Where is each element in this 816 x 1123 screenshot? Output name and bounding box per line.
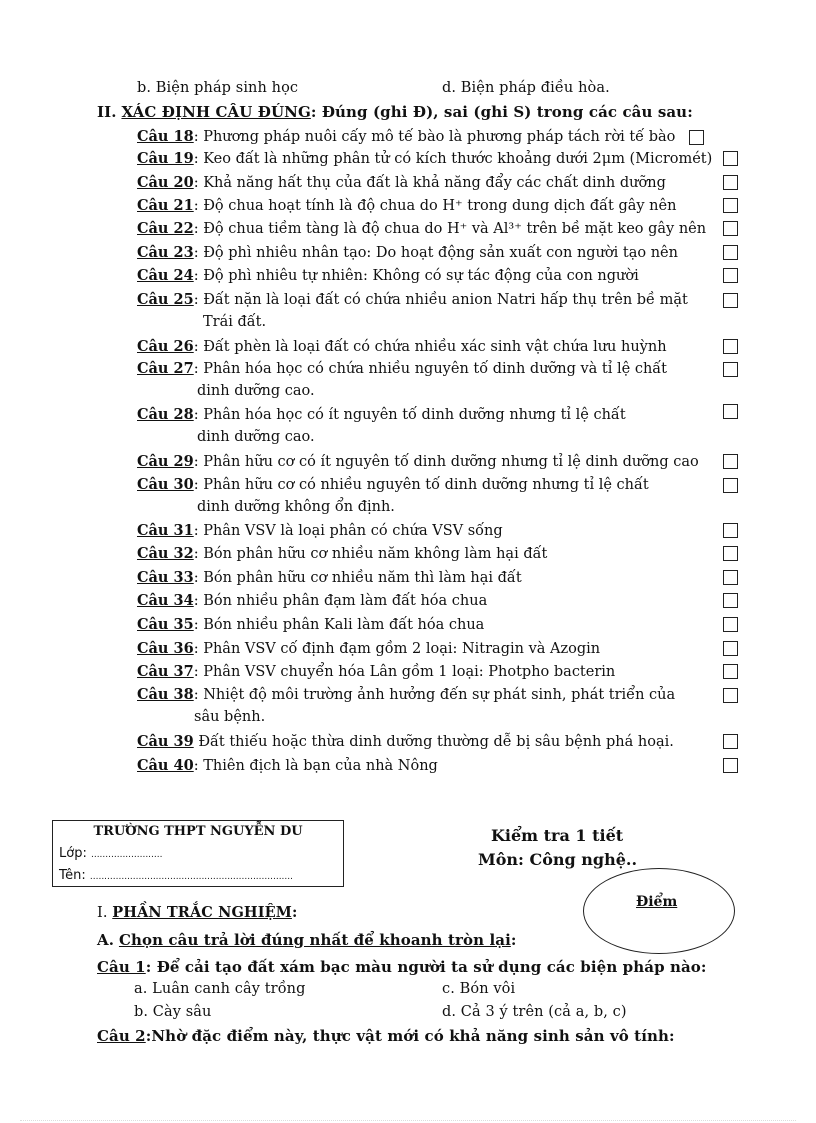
question-row — [137, 592, 487, 609]
question-text: : Độ phì nhiêu nhân tạo: Do hoạt động sản xuất con người tạo nên — [193, 245, 678, 261]
question-text: : Độ phì nhiêu tự nhiên: Không có sự tác động của con người — [193, 268, 639, 284]
question-row — [137, 244, 678, 261]
question-number: Câu 35 — [137, 616, 194, 633]
part-1-suffix: : — [291, 904, 298, 921]
question-number: Câu 32 — [137, 545, 194, 562]
answer-checkbox[interactable] — [723, 245, 738, 260]
answer-checkbox[interactable] — [723, 478, 738, 493]
page-bottom-rule — [20, 1120, 796, 1121]
question-row — [137, 545, 547, 562]
question-text: : Phân VSV cố định đạm gồm 2 loại: Nitragin và Azogin — [193, 641, 601, 657]
question-number: Câu 26 — [137, 338, 194, 355]
q1-option-c: c. Bón vôi — [442, 981, 516, 997]
section-2-roman: II. — [97, 103, 117, 121]
question-2-text: :Nhờ đặc điểm này, thực vật mới có khả năng sinh sản vô tính: — [145, 1027, 675, 1045]
question-row — [137, 476, 649, 493]
question-row — [137, 569, 522, 586]
question-number: Câu 19 — [137, 150, 194, 167]
answer-checkbox[interactable] — [723, 198, 738, 213]
question-row — [137, 733, 674, 750]
answer-checkbox[interactable] — [723, 688, 738, 703]
question-number: Câu 39 — [137, 733, 194, 750]
class-dots: ......................... — [90, 850, 163, 860]
question-text: : Bón phân hữu cơ nhiều năm không làm hại đất — [193, 546, 548, 562]
section-a-suffix: : — [510, 931, 517, 949]
answer-checkbox[interactable] — [723, 758, 738, 773]
q1-option-a: a. Luân canh cây trồng — [134, 981, 306, 997]
student-info-box — [52, 820, 344, 887]
question-number: Câu 38 — [137, 686, 194, 703]
answer-checkbox[interactable] — [723, 362, 738, 377]
question-row — [137, 757, 438, 774]
name-label: Tên: — [59, 868, 86, 883]
question-text: : Phân hữu cơ có ít nguyên tố dinh dưỡng nhưng tỉ lệ dinh dưỡng cao — [193, 454, 699, 470]
part-1-heading: PHẦN TRẮC NGHIỆM — [112, 904, 292, 921]
question-row — [137, 522, 503, 539]
question-row — [137, 197, 676, 214]
answer-checkbox[interactable] — [723, 221, 738, 236]
answer-checkbox[interactable] — [723, 570, 738, 585]
question-text-continuation: dinh dưỡng không ổn định. — [197, 499, 395, 515]
question-text: Đất thiếu hoặc thừa dinh dưỡng thường dễ bị sâu bệnh phá hoại. — [193, 734, 674, 750]
question-text-continuation: Trái đất. — [203, 314, 267, 330]
question-1-text: : Để cải tạo đất xám bạc màu người ta sử dụng các biện pháp nào: — [145, 958, 707, 976]
question-number: Câu 24 — [137, 267, 194, 284]
question-text: : Thiên địch là bạn của nhà Nông — [193, 758, 438, 774]
answer-checkbox[interactable] — [723, 293, 738, 308]
question-1-number: Câu 1 — [97, 958, 146, 976]
question-text: : Bón nhiều phân Kali làm đất hóa chua — [193, 617, 485, 633]
exam-title: Kiểm tra 1 tiết — [491, 826, 624, 845]
part-1-title — [97, 904, 297, 921]
question-text: : Bón nhiều phân đạm làm đất hóa chua — [193, 593, 488, 609]
question-text: : Phương pháp nuôi cấy mô tế bào là phương pháp tách rời tế bào — [193, 129, 676, 145]
name-dots: ....................................................................... — [89, 872, 293, 882]
class-label: Lớp: — [59, 846, 87, 861]
question-number: Câu 18 — [137, 128, 194, 145]
answer-checkbox[interactable] — [723, 593, 738, 608]
question-row — [137, 267, 639, 284]
answer-checkbox[interactable] — [723, 641, 738, 656]
question-number: Câu 25 — [137, 291, 194, 308]
question-row — [137, 663, 615, 680]
question-number: Câu 33 — [137, 569, 194, 586]
question-text: : Phân VSV chuyển hóa Lân gồm 1 loại: Photpho bacterin — [193, 664, 616, 680]
answer-checkbox[interactable] — [723, 664, 738, 679]
part-1-prefix: I. — [97, 905, 108, 921]
answer-checkbox[interactable] — [723, 617, 738, 632]
question-number: Câu 20 — [137, 174, 194, 191]
answer-checkbox[interactable] — [689, 130, 704, 145]
question-row — [137, 686, 675, 703]
question-text: : Keo đất là những phân tử có kích thước khoảng dưới 2μm (Micromét) — [193, 151, 713, 167]
question-text: : Bón phân hữu cơ nhiều năm thì làm hại đất — [193, 570, 522, 586]
section-a-heading: Chọn câu trả lời đúng nhất để khoanh tròn lại — [118, 931, 511, 949]
answer-checkbox[interactable] — [723, 151, 738, 166]
section-a-prefix: A. — [97, 931, 115, 949]
name-field[interactable] — [59, 868, 293, 883]
class-field[interactable] — [59, 846, 163, 861]
question-row — [137, 616, 484, 633]
question-text-continuation: sâu bệnh. — [194, 709, 266, 725]
question-row — [137, 360, 667, 377]
question-text: : Nhiệt độ môi trường ảnh hưởng đến sự phát sinh, phát triển của — [193, 687, 676, 703]
section-a-title — [97, 931, 517, 949]
question-number: Câu 30 — [137, 476, 194, 493]
question-text: : Phân hóa học có chứa nhiều nguyên tố dinh dưỡng và tỉ lệ chất — [193, 361, 668, 377]
q1-option-b: b. Cày sâu — [134, 1004, 212, 1020]
score-ellipse — [583, 868, 735, 954]
question-number: Câu 22 — [137, 220, 194, 237]
question-text: : Đất nặn là loại đất có chứa nhiều anion Natri hấp thụ trên bề mặt — [193, 292, 688, 308]
question-row — [137, 128, 675, 145]
answer-checkbox[interactable] — [723, 175, 738, 190]
question-2 — [97, 1027, 675, 1045]
question-number: Câu 27 — [137, 360, 194, 377]
answer-checkbox[interactable] — [723, 734, 738, 749]
question-number: Câu 37 — [137, 663, 194, 680]
question-row — [137, 338, 667, 355]
question-number: Câu 34 — [137, 592, 194, 609]
question-text: : Khả năng hất thụ của đất là khả năng đẩy các chất dinh dưỡng — [193, 175, 666, 191]
score-label: Điểm — [636, 894, 678, 910]
answer-checkbox[interactable] — [723, 454, 738, 469]
question-row — [137, 406, 626, 423]
question-text: : Độ chua hoạt tính là độ chua do H⁺ trong dung dịch đất gây nên — [193, 198, 677, 214]
question-row — [137, 174, 666, 191]
option-d-text: d. Biện pháp điều hòa. — [442, 80, 610, 96]
section-2-heading: XÁC ĐỊNH CÂU ĐÚNG — [121, 103, 311, 121]
answer-checkbox[interactable] — [723, 546, 738, 561]
section-2-title — [97, 103, 693, 121]
answer-checkbox[interactable] — [723, 404, 738, 419]
question-row — [137, 150, 712, 167]
question-number: Câu 36 — [137, 640, 194, 657]
question-row — [137, 453, 699, 470]
question-row — [137, 640, 600, 657]
option-b-text: b. Biện pháp sinh học — [137, 80, 299, 96]
question-text: : Phân hóa học có ít nguyên tố dinh dưỡng nhưng tỉ lệ chất — [193, 407, 626, 423]
q1-option-d: d. Cả 3 ý trên (cả a, b, c) — [442, 1004, 627, 1020]
question-number: Câu 40 — [137, 757, 194, 774]
question-text-continuation: dinh dưỡng cao. — [197, 383, 315, 399]
exam-subject: Môn: Công nghệ.. — [478, 850, 638, 869]
question-2-number: Câu 2 — [97, 1027, 146, 1045]
question-text: : Phân VSV là loại phân có chứa VSV sống — [193, 523, 503, 539]
question-text: : Độ chua tiềm tàng là độ chua do H⁺ và Al³⁺ trên bề mặt keo gây nên — [193, 221, 707, 237]
section-2-instructions: : Đúng (ghi Đ), sai (ghi S) trong các câu sau: — [310, 103, 693, 121]
question-1 — [97, 958, 707, 976]
question-row — [137, 220, 706, 237]
question-number: Câu 21 — [137, 197, 194, 214]
question-number: Câu 29 — [137, 453, 194, 470]
answer-checkbox[interactable] — [723, 268, 738, 283]
school-name: TRƯỜNG THPT NGUYỄN DU — [93, 824, 303, 839]
question-text: : Đất phèn là loại đất có chứa nhiều xác sinh vật chứa lưu huỳnh — [193, 339, 667, 355]
answer-checkbox[interactable] — [723, 339, 738, 354]
question-number: Câu 23 — [137, 244, 194, 261]
question-number: Câu 28 — [137, 406, 194, 423]
question-number: Câu 31 — [137, 522, 194, 539]
question-text-continuation: dinh dưỡng cao. — [197, 429, 315, 445]
question-row — [137, 291, 688, 308]
question-text: : Phân hữu cơ có nhiều nguyên tố dinh dưỡng nhưng tỉ lệ chất — [193, 477, 649, 493]
answer-checkbox[interactable] — [723, 523, 738, 538]
